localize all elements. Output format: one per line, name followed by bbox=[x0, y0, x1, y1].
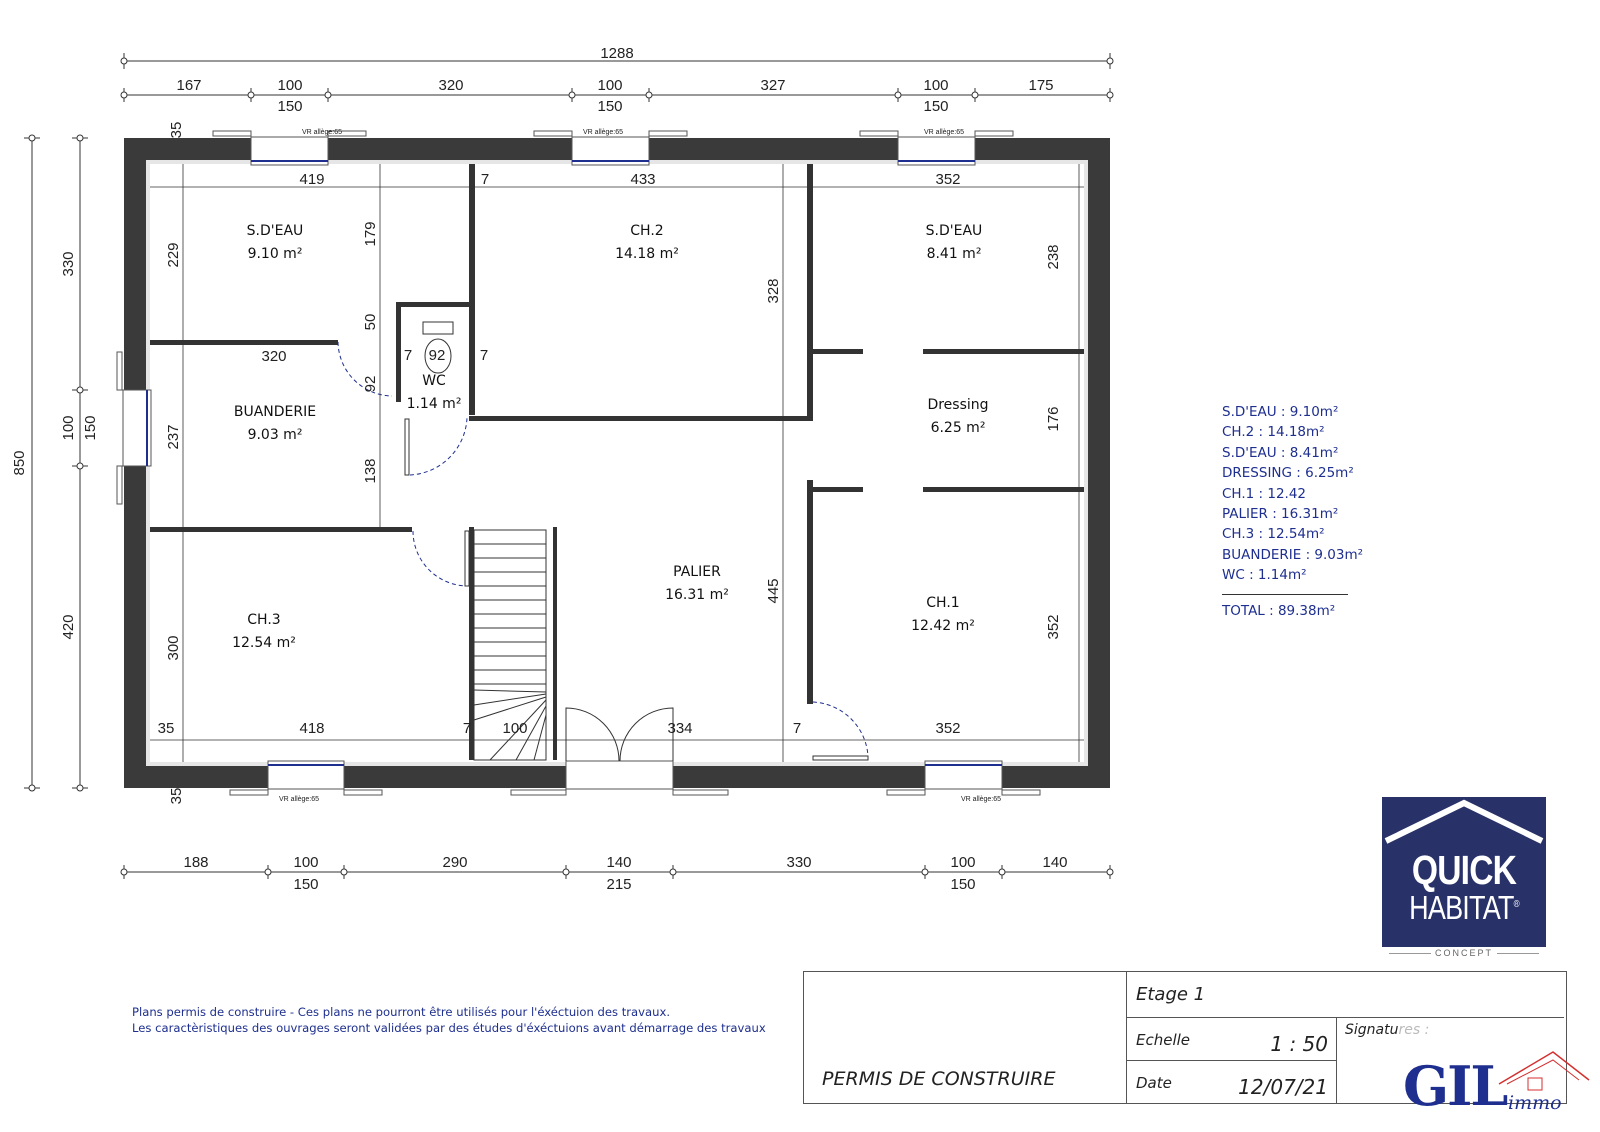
summary-line: CH.3 : 12.54m² bbox=[1222, 526, 1325, 543]
dim-top-4: 100 bbox=[597, 77, 623, 94]
dim-top-7: 175 bbox=[1028, 77, 1054, 94]
signature-label bbox=[1345, 1022, 1429, 1038]
dim-wall-35-bottom: 35 bbox=[168, 787, 185, 805]
dim-bottom-2: 100 bbox=[293, 854, 319, 871]
dim-bottom-opening-1: 150 bbox=[293, 876, 319, 893]
dim-buanderie-height: 237 bbox=[165, 424, 182, 450]
dim-stair-width: 100 bbox=[502, 720, 528, 737]
registered-mark: ® bbox=[1513, 899, 1519, 910]
room-wc-name: WC bbox=[422, 373, 446, 389]
room-palier-name: PALIER bbox=[673, 564, 721, 580]
gil-immo-logo bbox=[1403, 1050, 1593, 1120]
summary-total: TOTAL : 89.38m² bbox=[1222, 602, 1336, 619]
vr-label-5: VR allège:65 bbox=[960, 796, 1002, 803]
dim-ch1-width: 352 bbox=[935, 720, 961, 737]
summary-divider bbox=[1222, 594, 1348, 595]
echelle-value: 1 : 50 bbox=[1270, 1032, 1328, 1056]
dim-wall-7c: 7 bbox=[479, 347, 489, 364]
vr-label-4: VR allège:65 bbox=[278, 796, 320, 803]
dim-sdeau2-height: 238 bbox=[1045, 244, 1062, 270]
house-roof-icon bbox=[1382, 797, 1546, 847]
dim-ch3-width: 418 bbox=[299, 720, 325, 737]
dim-left-total: 850 bbox=[11, 450, 28, 476]
room-ch3-area: 12.54 m² bbox=[232, 635, 296, 651]
summary-line: DRESSING : 6.25m² bbox=[1222, 465, 1354, 482]
logo-concept-text: CONCEPT bbox=[1434, 948, 1493, 958]
dim-buanderie-width: 320 bbox=[261, 348, 287, 365]
dim-wc-92a: 92 bbox=[362, 375, 379, 393]
dim-top-opening-2: 150 bbox=[597, 98, 623, 115]
dim-ch3-height: 300 bbox=[165, 635, 182, 661]
dim-bottom-7: 140 bbox=[1042, 854, 1068, 871]
dim-wall-7b: 7 bbox=[403, 347, 413, 364]
dim-left-opening: 150 bbox=[82, 415, 99, 441]
vr-label-2: VR allège:65 bbox=[582, 129, 624, 136]
dim-sdeau2-width: 352 bbox=[935, 171, 961, 188]
gil-text: GIL bbox=[1403, 1054, 1507, 1118]
vr-label-1: VR allège:65 bbox=[301, 129, 343, 136]
dim-bottom-4: 140 bbox=[606, 854, 632, 871]
logo-quick: QUICK bbox=[1411, 847, 1517, 893]
room-dressing-area: 6.25 m² bbox=[930, 420, 986, 436]
dim-wall-35-top: 35 bbox=[168, 121, 185, 139]
dim-bottom-5: 330 bbox=[786, 854, 812, 871]
dim-left-3: 420 bbox=[60, 614, 77, 640]
dim-bottom-6: 100 bbox=[950, 854, 976, 871]
quick-habitat-logo bbox=[1382, 797, 1546, 947]
note-line-2: Les caractèristiques des ouvrages seront validées par des études d'éxéctuions avant démarrage des travaux bbox=[132, 1021, 766, 1035]
dim-left-1: 330 bbox=[60, 251, 77, 277]
dim-bottom-opening-2: 215 bbox=[606, 876, 632, 893]
dim-wall-7d: 7 bbox=[462, 720, 472, 737]
summary-line: CH.2 : 14.18m² bbox=[1222, 424, 1325, 441]
dim-left-2: 100 bbox=[60, 415, 77, 441]
room-ch1-area: 12.42 m² bbox=[911, 618, 975, 634]
dim-top-1: 167 bbox=[176, 77, 202, 94]
room-sdeau2-area: 8.41 m² bbox=[926, 246, 982, 262]
room-ch3-name: CH.3 bbox=[247, 612, 281, 628]
signature-label-text: Signatu bbox=[1345, 1022, 1399, 1038]
dim-ch1-height: 352 bbox=[1045, 614, 1062, 640]
surface-summary bbox=[1222, 402, 1363, 621]
permis-label: PERMIS DE CONSTRUIRE bbox=[822, 1068, 1056, 1090]
dim-sdeau1-width: 419 bbox=[299, 171, 325, 188]
dim-top-opening-1: 150 bbox=[277, 98, 303, 115]
date-label: Date bbox=[1136, 1074, 1172, 1092]
dim-palier-height: 445 bbox=[765, 578, 782, 604]
room-ch2-name: CH.2 bbox=[630, 223, 664, 239]
dim-sdeau1-height: 229 bbox=[165, 242, 182, 268]
dim-ch2-height: 328 bbox=[765, 278, 782, 304]
summary-line: S.D'EAU : 8.41m² bbox=[1222, 444, 1339, 461]
disclaimer-note bbox=[132, 1004, 766, 1036]
summary-line: PALIER : 16.31m² bbox=[1222, 506, 1339, 523]
room-wc-area: 1.14 m² bbox=[406, 396, 462, 412]
logo-habitat-text: HABITAT bbox=[1409, 889, 1514, 926]
dim-bottom-3: 290 bbox=[442, 854, 468, 871]
dim-bottom-opening-3: 150 bbox=[950, 876, 976, 893]
dim-top-3: 320 bbox=[438, 77, 464, 94]
summary-line: BUANDERIE : 9.03m² bbox=[1222, 546, 1364, 563]
room-sdeau1-name: S.D'EAU bbox=[246, 223, 304, 239]
room-sdeau2-name: S.D'EAU bbox=[925, 223, 983, 239]
dim-bottom-1: 188 bbox=[183, 854, 209, 871]
room-buanderie-name: BUANDERIE bbox=[233, 404, 317, 420]
dim-bottom-left-35: 35 bbox=[157, 720, 175, 737]
date-value: 12/07/21 bbox=[1238, 1075, 1328, 1099]
echelle-row bbox=[1126, 1018, 1337, 1061]
signature-label-faded: res : bbox=[1398, 1022, 1430, 1038]
dim-sdeau1-side: 179 bbox=[362, 221, 379, 247]
room-sdeau1-area: 9.10 m² bbox=[247, 246, 303, 262]
dim-top-6: 100 bbox=[923, 77, 949, 94]
room-ch2-area: 14.18 m² bbox=[615, 246, 679, 262]
immo-text: immo bbox=[1508, 1092, 1562, 1114]
logo-concept bbox=[1382, 948, 1546, 958]
dim-wall-7e: 7 bbox=[792, 720, 802, 737]
note-line-1: Plans permis de construire - Ces plans ne pourront être utilisés pour l'éxéctuion des travaux. bbox=[132, 1005, 671, 1019]
dim-dressing-height: 176 bbox=[1045, 406, 1062, 432]
etage-label: Etage 1 bbox=[1136, 984, 1206, 1005]
dim-top-opening-3: 150 bbox=[923, 98, 949, 115]
summary-line: WC : 1.14m² bbox=[1222, 567, 1307, 584]
room-buanderie-area: 9.03 m² bbox=[247, 427, 303, 443]
dim-wc-92b: 92 bbox=[428, 347, 446, 364]
dim-top-total: 1288 bbox=[600, 45, 634, 62]
room-ch1-name: CH.1 bbox=[926, 595, 960, 611]
dim-top-2: 100 bbox=[277, 77, 303, 94]
dim-wall-7a: 7 bbox=[480, 171, 490, 188]
dim-palier-width: 334 bbox=[667, 720, 693, 737]
room-palier-area: 16.31 m² bbox=[665, 587, 729, 603]
dim-hall-138: 138 bbox=[362, 458, 379, 484]
title-block-left bbox=[804, 972, 1127, 1103]
dim-wc-50: 50 bbox=[362, 313, 379, 331]
etage-cell bbox=[1126, 972, 1564, 1018]
echelle-label: Echelle bbox=[1136, 1031, 1191, 1049]
dim-ch2-width: 433 bbox=[630, 171, 656, 188]
vr-label-3: VR allège:65 bbox=[923, 129, 965, 136]
logo-habitat bbox=[1397, 889, 1531, 927]
summary-line: S.D'EAU : 9.10m² bbox=[1222, 404, 1339, 420]
dim-top-5: 327 bbox=[760, 77, 786, 94]
date-row bbox=[1126, 1061, 1337, 1103]
room-dressing-name: Dressing bbox=[927, 397, 989, 413]
summary-line: CH.1 : 12.42 bbox=[1222, 485, 1306, 502]
